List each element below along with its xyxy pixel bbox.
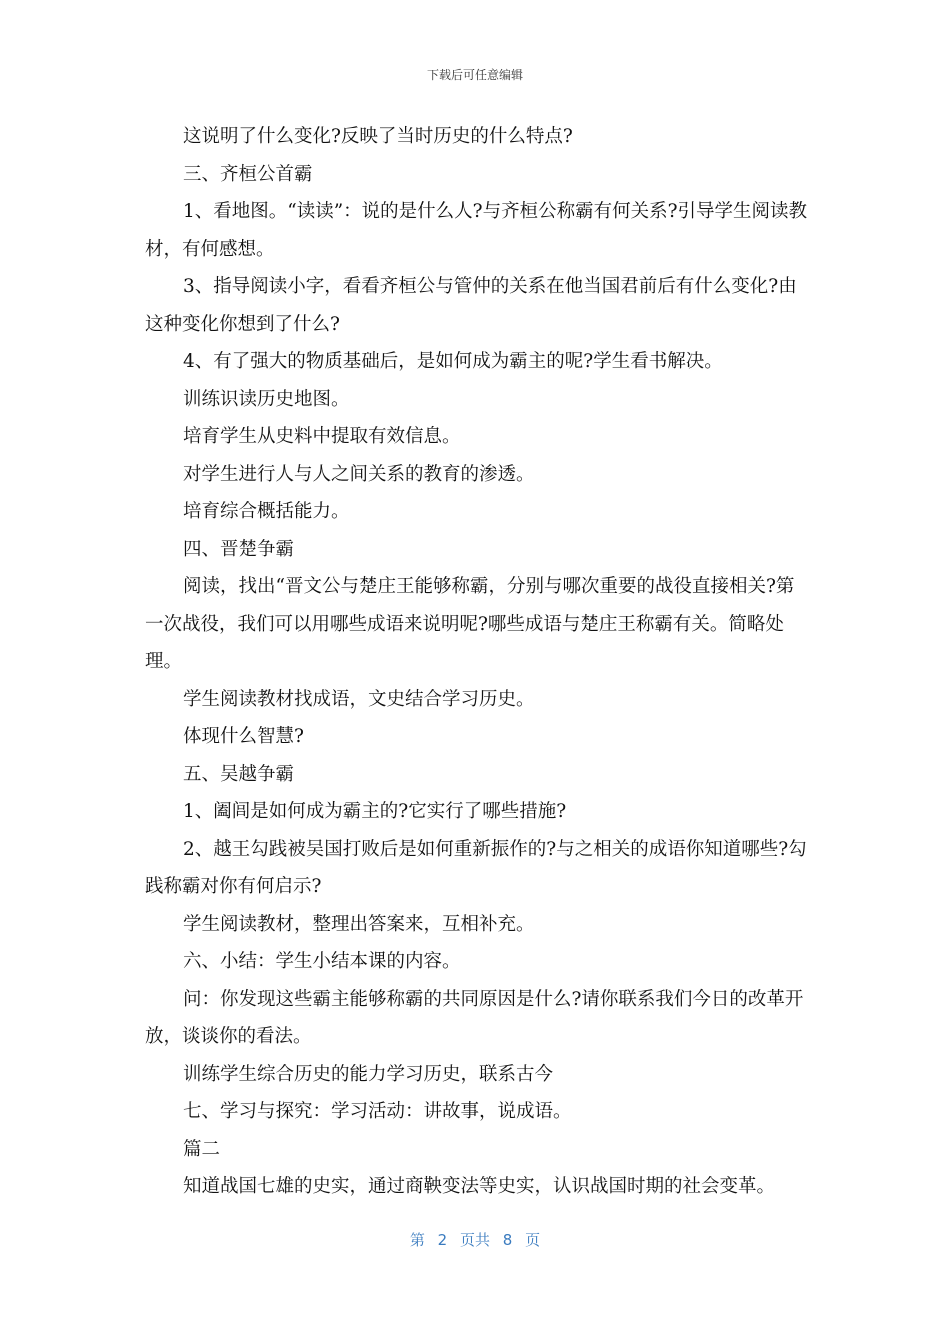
paragraph: 3、指导阅读小字，看看齐桓公与管仲的关系在他当国君前后有什么变化?由这种变化你想到了什么? [145,276,797,335]
paragraph: 知道战国七雄的史实，通过商鞅变法等史实，认识战国时期的社会变革。 [183,1176,776,1197]
footer-middle: 页共 [459,1231,490,1249]
paragraph: 1、阖闾是如何成为霸主的?它实行了哪些措施? [183,801,567,822]
section-heading: 四、晋楚争霸 [183,538,295,560]
page-footer [0,1229,950,1250]
paragraph: 1、看地图。“读读”：说的是什么人?与齐桓公称霸有何关系?引导学生阅读教材，有何感想。 [145,201,808,260]
footer-suffix: 页 [525,1231,541,1249]
paragraph: 对学生进行人与人之间关系的教育的渗透。 [183,463,535,485]
paragraph: 学生阅读教材找成语，文史结合学习历史。 [183,688,535,710]
paragraph: 学生阅读教材，整理出答案来，互相补充。 [183,913,535,935]
page-header: 下载后可任意编辑 [426,68,523,82]
paragraph: 培育学生从史料中提取有效信息。 [183,426,461,447]
paragraph: 问：你发现这些霸主能够称霸的共同原因是什么?请你联系我们今日的改革开放，谈谈你的看法。 [145,988,804,1047]
footer-total-pages: 8 [502,1231,513,1249]
section-heading: 篇二 [183,1138,221,1160]
paragraph: 训练识读历史地图。 [183,388,350,410]
paragraph: 2、越王勾践被吴国打败后是如何重新振作的?与之相关的成语你知道哪些?勾践称霸对你有何启示? [145,838,807,897]
section-heading: 六、小结：学生小结本课的内容。 [183,951,461,972]
paragraph: 阅读，找出“晋文公与楚庄王能够称霸，分别与哪次重要的战役直接相关?第一次战役，我们可以用哪些成语来说明呢?哪些成语与楚庄王称霸有关。简略处理。 [145,576,795,672]
paragraph: 体现什么智慧? [183,726,304,747]
section-heading: 七、学习与探究：学习活动：讲故事，说成语。 [183,1101,572,1122]
paragraph: 训练学生综合历史的能力学习历史，联系古今 [183,1063,554,1085]
section-heading: 五、吴越争霸 [183,763,295,785]
footer-page-number: 2 [437,1231,448,1249]
section-heading: 三、齐桓公首霸 [183,163,313,185]
paragraph: 4、有了强大的物质基础后，是如何成为霸主的呢?学生看书解决。 [183,351,723,372]
document-body [145,118,809,1206]
footer-prefix: 第 [409,1231,425,1249]
paragraph: 这说明了什么变化?反映了当时历史的什么特点? [183,126,573,147]
paragraph: 培育综合概括能力。 [183,501,350,522]
